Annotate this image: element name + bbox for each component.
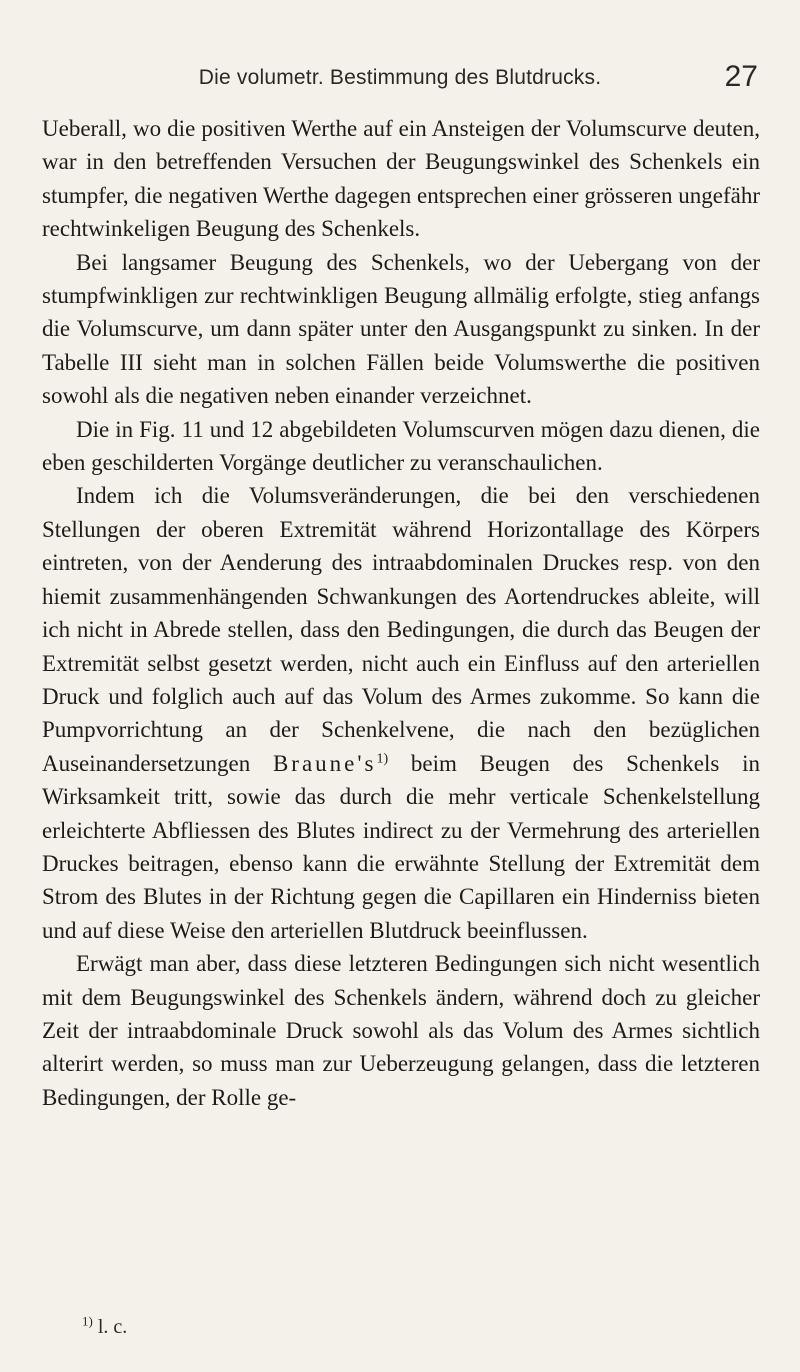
running-title: Die volumetr. Bestimmung des Blutdrucks. xyxy=(198,66,602,89)
footnote-reference[interactable]: 1) xyxy=(376,751,389,767)
author-name-braune: Braune's xyxy=(272,750,377,776)
paragraph-3: Die in Fig. 11 und 12 abgebildeten Volumscurven mögen dazu dienen, die eben geschilderten Vorgänge deutlicher zu veranschaulichen. xyxy=(42,416,760,476)
paragraph-4-text-start: Indem ich die Volumsveränderungen, die bei den verschiedenen Stellungen der oberen Extremität während Horizontallage des Körpers eintreten, von der Aenderung des intraabdominalen Druckes resp. von den hiemit zusammenhängenden Schwankungen des Aortendruckes ableite, will ich nicht in Abrede stellen, dass den Bedingungen, die durch das Beugen der Extremität selbst gesetzt werden, nicht auch ein Einfluss auf den arteriellen Druck und folglich auch auf das Volum des Armes zukomme. So kann die Pumpvorrichtung an der Schenkelvene, die nach den bezüglichen Auseinandersetzungen xyxy=(42,483,760,776)
paragraph-2: Bei langsamer Beugung des Schenkels, wo der Uebergang von der stumpfwinkligen zur rechtwinkligen Beugung allmälig erfolgte, stieg anfangs die Volumscurve, um dann später unter den Ausgangspunkt zu sinken. In der Tabelle III sieht man in solchen Fällen beide Volumswerthe die positiven sowohl als die negativen neben einander verzeichnet. xyxy=(42,249,760,409)
footnote xyxy=(82,1313,128,1339)
footnote-mark: 1) xyxy=(82,1313,93,1329)
paragraph-5: Erwägt man aber, dass diese letzteren Bedingungen sich nicht wesentlich mit dem Beugungswinkel des Schenkels ändern, während doch zu gleicher Zeit der intraabdominale Druck sowohl als das Volum des Armes sichtlich alterirt werden, so muss man zur Ueberzeugung gelangen, dass die letzteren Bedingungen, der Rolle ge- xyxy=(42,951,760,1110)
page-number: 27 xyxy=(724,60,758,93)
paragraph-4-text-end: beim Beugen des Schenkels in Wirksamkeit tritt, sowie das durch die mehr verticale Schenkelstellung erleichterte Abfliessen des Blutes indirect zu der Vermehrung des arteriellen Druckes beitragen, ebenso kann die erwähnte Stellung der Extremität dem Strom des Blutes in der Richtung gegen die Capillaren ein Hinderniss bieten und auf diese Weise den arteriellen Blutdruck beeinflussen. xyxy=(42,750,760,943)
paragraph-1: Ueberall, wo die positiven Werthe auf ein Ansteigen der Volumscurve deuten, war in den betreffenden Versuchen der Beugungswinkel des Schenkels ein stumpfer, die negativen Werthe dagegen entsprechen einer grösseren ungefähr rechtwinkeligen Beugung des Schenkels. xyxy=(42,116,760,242)
page-header xyxy=(42,60,758,100)
paragraph-4 xyxy=(42,479,760,947)
body-text xyxy=(42,112,760,1114)
footnote-text: l. c. xyxy=(97,1316,128,1338)
